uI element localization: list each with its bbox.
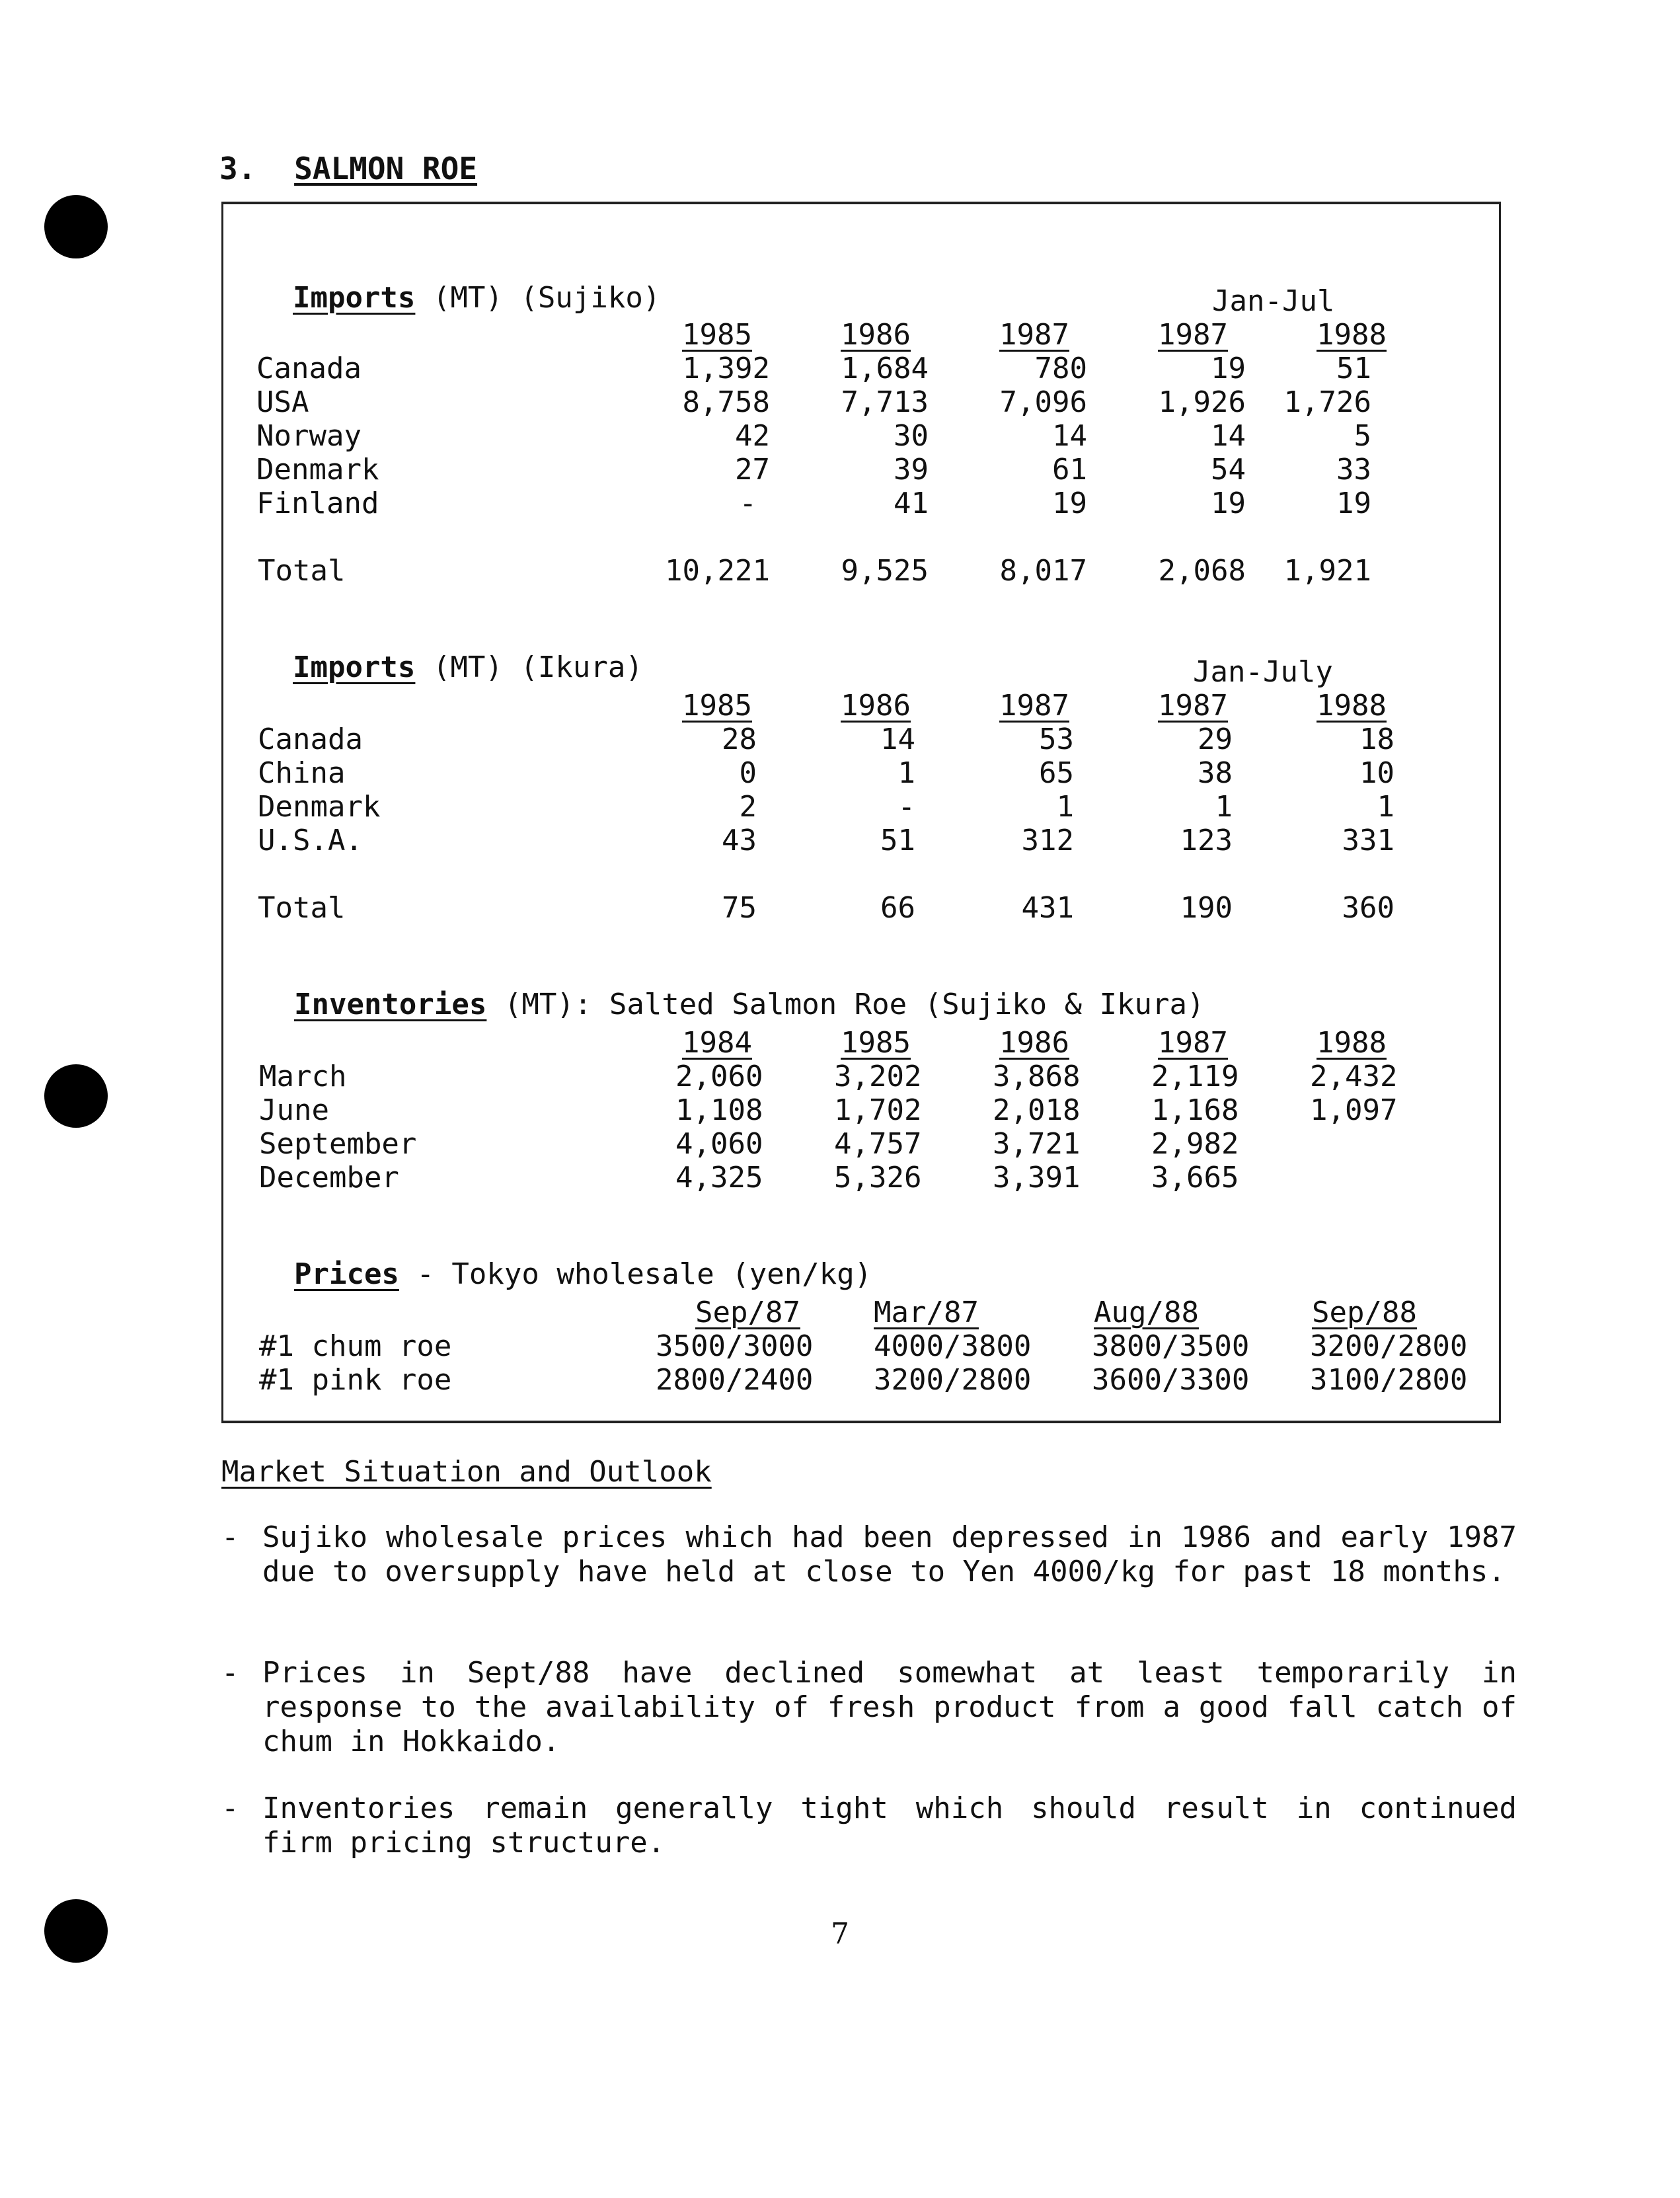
sujiko-cell: 41 <box>894 487 929 520</box>
ikura-total-cell: 75 <box>722 891 757 925</box>
inventories-cell: 5,326 <box>834 1161 922 1195</box>
inventories-cell: 3,665 <box>1151 1161 1239 1195</box>
ikura-total-cell: 431 <box>1021 891 1074 925</box>
sujiko-year-3: 1987 <box>999 318 1069 352</box>
inventories-cell: 3,868 <box>993 1060 1081 1093</box>
section-heading <box>219 151 477 186</box>
sujiko-cell: 5 <box>1354 419 1371 453</box>
sujiko-total-label: Total <box>258 554 346 588</box>
prices-cell: 3500/3000 <box>656 1329 814 1363</box>
ikura-total-label: Total <box>258 891 346 925</box>
ikura-cell: 1 <box>897 756 915 790</box>
inventories-cell: 1,168 <box>1151 1093 1239 1127</box>
bullet-text: Inventories remain generally tight which should result in continued firm pricing structure. <box>262 1791 1517 1860</box>
ikura-cell: 1 <box>1215 790 1233 824</box>
inventories-cell: 3,391 <box>993 1161 1081 1195</box>
prices-period-1: Sep/87 <box>695 1296 800 1329</box>
inventories-cell: 2,018 <box>993 1093 1081 1127</box>
ikura-year-5: 1988 <box>1317 689 1387 723</box>
ikura-cell: 0 <box>739 756 757 790</box>
ikura-country: China <box>258 756 346 790</box>
ikura-total-cell: 360 <box>1342 891 1394 925</box>
inventories-heading: Inventories <box>293 988 487 1021</box>
ikura-cell: 312 <box>1021 824 1074 857</box>
sujiko-country: Canada <box>256 352 362 385</box>
sujiko-total-cell: 8,017 <box>999 554 1087 588</box>
ikura-cell: 28 <box>722 723 757 756</box>
inventories-year-3: 1986 <box>999 1026 1069 1060</box>
inventories-year-1: 1984 <box>682 1026 752 1060</box>
sujiko-year-5: 1988 <box>1317 318 1387 352</box>
sujiko-cell: - <box>739 487 757 520</box>
sujiko-year-1: 1985 <box>682 318 752 352</box>
inventories-year-4: 1987 <box>1158 1026 1228 1060</box>
sujiko-country: Denmark <box>256 453 379 487</box>
section-title: SALMON ROE <box>294 151 478 186</box>
ikura-heading: Imports <box>292 650 416 684</box>
sujiko-cell: 7,096 <box>999 385 1087 419</box>
ikura-country: Canada <box>258 723 363 756</box>
prices-cell: 3200/2800 <box>874 1363 1032 1397</box>
ikura-cell: 123 <box>1180 824 1233 857</box>
prices-cell: 3800/3500 <box>1092 1329 1250 1363</box>
ikura-cell: 65 <box>1039 756 1074 790</box>
bullet-dash: - <box>221 1791 239 1825</box>
inventories-cell: 2,432 <box>1310 1060 1398 1093</box>
ikura-total-cell: 190 <box>1180 891 1233 925</box>
prices-period-2: Mar/87 <box>874 1296 979 1329</box>
ikura-cell: 18 <box>1359 723 1394 756</box>
inventories-cell: 2,119 <box>1151 1060 1239 1093</box>
sujiko-country: Finland <box>256 487 379 520</box>
sujiko-cell: 1,926 <box>1158 385 1246 419</box>
sujiko-cell: 33 <box>1336 453 1371 487</box>
sujiko-cell: 14 <box>1052 419 1087 453</box>
prices-cell: 2800/2400 <box>656 1363 814 1397</box>
sujiko-cell: 19 <box>1211 487 1246 520</box>
sujiko-total-cell: 9,525 <box>841 554 929 588</box>
bullet-text: Prices in Sept/88 have declined somewhat at least temporarily in response to the availability of fresh product from a good fall catch of chum in Hokkaido. <box>262 1656 1517 1758</box>
sujiko-year-2: 1986 <box>841 318 911 352</box>
punch-hole-middle <box>44 1064 108 1128</box>
inventories-cell: 3,202 <box>834 1060 922 1093</box>
inventories-year-2: 1985 <box>841 1026 911 1060</box>
inventories-cell: 1,108 <box>675 1093 763 1127</box>
prices-period-4: Sep/88 <box>1312 1296 1417 1329</box>
sujiko-cell: 61 <box>1052 453 1087 487</box>
inventories-cell: 3,721 <box>993 1127 1081 1161</box>
ikura-cell: 29 <box>1198 723 1233 756</box>
ikura-cell: 1 <box>1377 790 1394 824</box>
outlook-bullet-3 <box>221 1791 1517 1860</box>
ikura-cell: 43 <box>722 824 757 857</box>
sujiko-cell: 19 <box>1336 487 1371 520</box>
prices-period-3: Aug/88 <box>1094 1296 1199 1329</box>
sujiko-cell: 14 <box>1211 419 1246 453</box>
sujiko-cell: 51 <box>1336 352 1371 385</box>
prices-item: #1 chum roe <box>259 1329 452 1363</box>
sujiko-cell: 1,392 <box>682 352 770 385</box>
sujiko-cell: 7,713 <box>841 385 929 419</box>
prices-heading: Prices <box>293 1257 399 1291</box>
sujiko-cell: 30 <box>894 419 929 453</box>
sujiko-total-cell: 2,068 <box>1158 554 1246 588</box>
sujiko-cell: 1,684 <box>841 352 929 385</box>
sujiko-cell: 19 <box>1211 352 1246 385</box>
ikura-year-3: 1987 <box>999 689 1069 723</box>
ikura-cell: 14 <box>880 723 915 756</box>
inventories-cell: 4,757 <box>834 1127 922 1161</box>
sujiko-heading-line <box>258 255 660 313</box>
inventories-cell: 1,097 <box>1310 1093 1398 1127</box>
ikura-country: Denmark <box>258 790 381 824</box>
sujiko-heading: Imports <box>292 281 416 315</box>
ikura-year-1: 1985 <box>682 689 752 723</box>
inventories-heading-line <box>259 961 1205 1019</box>
inventories-cell: 4,060 <box>675 1127 763 1161</box>
ikura-qualifier: (MT) (Ikura) <box>432 650 643 684</box>
page-number: 7 <box>831 1917 849 1951</box>
inventories-qualifier: (MT): Salted Salmon Roe (Sujiko & Ikura) <box>504 988 1205 1021</box>
sujiko-cell: 27 <box>735 453 770 487</box>
sujiko-country: Norway <box>256 419 362 453</box>
inventories-cell: 1,702 <box>834 1093 922 1127</box>
sujiko-period-label: Jan-Jul <box>1212 284 1335 318</box>
bullet-dash: - <box>221 1520 239 1554</box>
section-number: 3. <box>219 151 256 186</box>
inventories-cell: 2,982 <box>1151 1127 1239 1161</box>
sujiko-cell: 19 <box>1052 487 1087 520</box>
inventories-month: June <box>259 1093 329 1127</box>
punch-hole-top <box>44 195 108 258</box>
prices-cell: 3100/2800 <box>1310 1363 1468 1397</box>
sujiko-year-4: 1987 <box>1158 318 1228 352</box>
ikura-cell: 1 <box>1056 790 1074 824</box>
prices-cell: 3600/3300 <box>1092 1363 1250 1397</box>
ikura-cell: 53 <box>1039 723 1074 756</box>
prices-qualifier: - Tokyo wholesale (yen/kg) <box>416 1257 872 1291</box>
ikura-cell: - <box>897 790 915 824</box>
outlook-bullet-2 <box>221 1656 1517 1759</box>
outlook-title: Market Situation and Outlook <box>221 1455 712 1489</box>
sujiko-cell: 8,758 <box>682 385 770 419</box>
sujiko-qualifier: (MT) (Sujiko) <box>432 281 661 315</box>
inventories-month: March <box>259 1060 347 1093</box>
inventories-month: December <box>259 1161 399 1195</box>
sujiko-country: USA <box>256 385 309 419</box>
inventories-year-5: 1988 <box>1317 1026 1387 1060</box>
ikura-cell: 2 <box>739 790 757 824</box>
inventories-month: September <box>259 1127 417 1161</box>
prices-cell: 3200/2800 <box>1310 1329 1468 1363</box>
inventories-cell: 2,060 <box>675 1060 763 1093</box>
sujiko-cell: 780 <box>1034 352 1087 385</box>
sujiko-cell: 39 <box>894 453 929 487</box>
prices-item: #1 pink roe <box>259 1363 452 1397</box>
ikura-cell: 38 <box>1198 756 1233 790</box>
sujiko-cell: 1,726 <box>1283 385 1371 419</box>
bullet-text: Sujiko wholesale prices which had been depressed in 1986 and early 1987 due to oversupply have held at close to Yen 4000/kg for past 18 months. <box>262 1520 1517 1589</box>
sujiko-total-cell: 10,221 <box>665 554 770 588</box>
ikura-total-cell: 66 <box>880 891 915 925</box>
ikura-period-label: Jan-July <box>1193 655 1333 689</box>
ikura-heading-line <box>258 624 643 682</box>
ikura-year-4: 1987 <box>1158 689 1228 723</box>
sujiko-cell: 54 <box>1211 453 1246 487</box>
ikura-cell: 331 <box>1342 824 1394 857</box>
outlook-bullet-1 <box>221 1520 1517 1589</box>
inventories-cell: 4,325 <box>675 1161 763 1195</box>
ikura-cell: 51 <box>880 824 915 857</box>
bullet-dash: - <box>221 1656 239 1690</box>
prices-heading-line <box>259 1231 872 1289</box>
prices-cell: 4000/3800 <box>874 1329 1032 1363</box>
ikura-cell: 10 <box>1359 756 1394 790</box>
ikura-country: U.S.A. <box>258 824 363 857</box>
ikura-year-2: 1986 <box>841 689 911 723</box>
sujiko-cell: 42 <box>735 419 770 453</box>
sujiko-total-cell: 1,921 <box>1283 554 1371 588</box>
